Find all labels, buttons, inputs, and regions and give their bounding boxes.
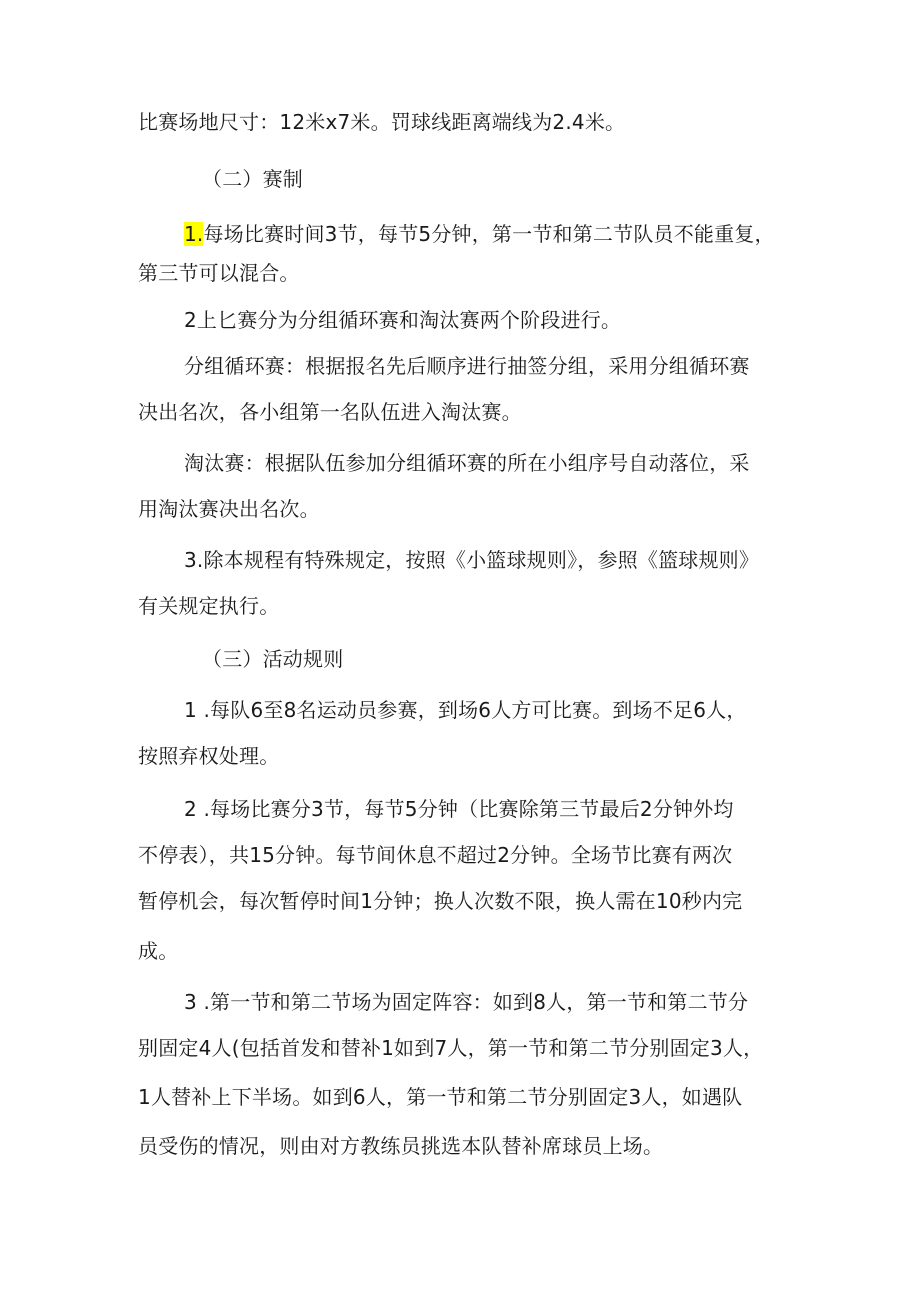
text-line-format-1a-body: 每场比赛时间3节，每节5分钟，第一节和第二节队员不能重复，: [203, 222, 775, 246]
text-line-rule-2a: 2 .每场比赛分3节，每节5分钟（比赛除第三节最后2分钟外均: [184, 797, 734, 821]
text-line-rule-2b: 不停表），共15分钟。每节间休息不超过2分钟。全场节比赛有两次: [138, 843, 733, 867]
heading-competition-format: （二）赛制: [202, 167, 303, 191]
text-line-rule-1b: 按照弃权处理。: [138, 744, 280, 768]
highlighted-item-number: 1.: [184, 222, 204, 246]
text-line-rule-2c: 暂停机会，每次暂停时间1分钟；换人次数不限，换人需在10秒内完: [138, 889, 743, 913]
text-line-rule-3a: 3 .第一节和第二节场为固定阵容：如到8人，第一节和第二节分: [184, 990, 749, 1014]
text-line-rule-3b: 别固定4人(包括首发和替补1如到7人，第一节和第二节分别固定3人，: [138, 1036, 764, 1060]
text-line-knockout-b: 用淘汰赛决出名次。: [138, 497, 320, 521]
text-line-rule-2d: 成。: [138, 939, 179, 963]
text-line-rule-1a: 1 .每队6至8名运动员参赛，到场6人方可比赛。到场不足6人，: [184, 698, 747, 722]
text-line-venue-size: 比赛场地尺寸：12米x7米。罚球线距离端线为2.4米。: [138, 110, 626, 134]
text-line-knockout-a: 淘汰赛：根据队伍参加分组循环赛的所在小组序号自动落位，采: [184, 451, 750, 475]
text-line-format-1a: [184, 220, 775, 248]
text-line-group-round-b: 决出名次，各小组第一名队伍进入淘汰赛。: [138, 400, 522, 424]
text-line-format-2: 2上匕赛分为分组循环赛和淘汰赛两个阶段进行。: [184, 308, 622, 332]
text-line-format-3b: 有关规定执行。: [138, 594, 280, 618]
text-line-rule-3c: 1人替补上下半场。如到6人，第一节和第二节分别固定3人，如遇队: [138, 1085, 743, 1109]
text-line-rule-3d: 员受伤的情况，则由对方教练员挑选本队替补席球员上场。: [138, 1134, 664, 1158]
text-line-format-1b: 第三节可以混合。: [138, 261, 300, 285]
text-line-group-round-a: 分组循环赛：根据报名先后顺序进行抽签分组，采用分组循环赛: [184, 354, 750, 378]
text-line-format-3a: 3.除本规程有特殊规定，按照《小篮球规则》，参照《篮球规则》: [184, 548, 760, 572]
heading-activity-rules: （三）活动规则: [202, 647, 344, 671]
